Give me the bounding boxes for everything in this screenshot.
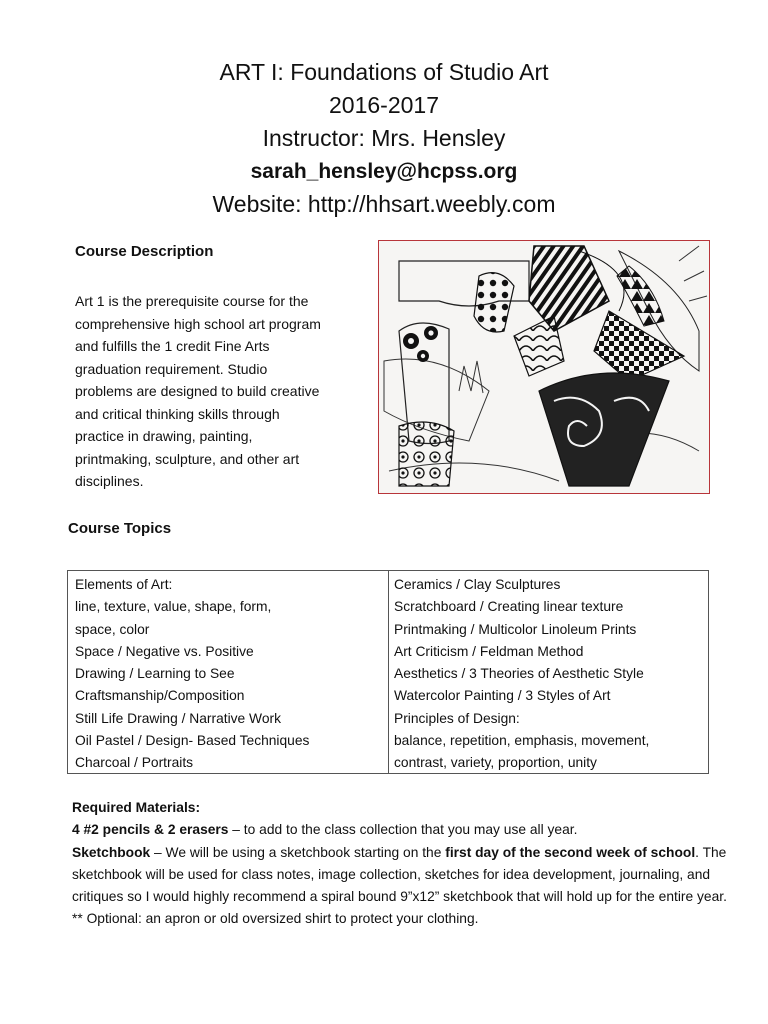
topics-left-column xyxy=(68,571,388,773)
description-line: comprehensive high school art program xyxy=(75,315,321,332)
pencils-label: 4 #2 pencils & 2 erasers xyxy=(72,822,229,838)
topic-item: Art Criticism / Feldman Method xyxy=(394,643,584,659)
description-line: practice in drawing, painting, xyxy=(75,428,253,444)
description-line: printmaking, sculpture, and other art xyxy=(75,450,300,467)
materials-pencils xyxy=(72,819,732,841)
topic-item: Printmaking / Multicolor Linoleum Prints xyxy=(394,621,637,637)
description-line: graduation requirement. Studio xyxy=(75,360,268,377)
required-materials xyxy=(72,797,732,931)
pencils-text: – to add to the class collection that you may use all year. xyxy=(228,822,578,838)
description-line: problems are designed to build creative xyxy=(75,383,320,399)
artwork-drawing xyxy=(379,241,709,493)
topic-item: Elements of Art: xyxy=(75,577,173,592)
sketchbook-details: . The sketchbook will be used for class notes, image collection, sketches for idea development, journaling, and critiques so I would highly recommend a spiral bound 9”x12” sketchbook that will hold up for the entire year. xyxy=(72,844,727,905)
topic-item: Charcoal / Portraits xyxy=(75,755,194,771)
website[interactable]: Website: http://hhsart.weebly.com xyxy=(212,191,556,217)
topics-right-column xyxy=(388,571,708,773)
topic-item: Drawing / Learning to See xyxy=(75,666,235,682)
school-year: 2016-2017 xyxy=(329,92,439,118)
instructor-email[interactable]: sarah_hensley@hcpss.org xyxy=(250,160,518,183)
course-topics-heading: Course Topics xyxy=(68,520,172,537)
description-line: and critical thinking skills through xyxy=(75,405,280,422)
topic-item: Scratchboard / Creating linear texture xyxy=(394,599,624,615)
instructor: Instructor: Mrs. Hensley xyxy=(262,125,506,151)
zentangle-artwork-image xyxy=(378,240,710,494)
sketchbook-label: Sketchbook xyxy=(72,844,151,860)
description-line: disciplines. xyxy=(75,473,144,489)
course-description-heading: Course Description xyxy=(75,243,214,260)
description-line: and fulfills the 1 credit Fine Arts xyxy=(75,338,270,354)
sketchbook-start-date: first day of the second week of school xyxy=(445,844,696,860)
sketchbook-text: – We will be using a sketchbook starting on the xyxy=(150,844,446,860)
course-topics-table xyxy=(67,570,709,774)
topic-item: Ceramics / Clay Sculptures xyxy=(394,577,561,592)
topic-item: Space / Negative vs. Positive xyxy=(75,643,254,659)
topic-item: Craftsmanship/Composition xyxy=(75,688,245,704)
materials-sketchbook xyxy=(72,842,732,909)
topic-item: Principles of Design: xyxy=(394,710,520,726)
topic-item: Aesthetics / 3 Theories of Aesthetic Style xyxy=(394,666,644,682)
course-description-text xyxy=(75,290,375,493)
topic-item: balance, repetition, emphasis, movement, xyxy=(394,733,650,749)
materials-optional: ** Optional: an apron or old oversized shirt to protect your clothing. xyxy=(72,911,479,927)
course-title: ART I: Foundations of Studio Art xyxy=(219,59,549,85)
topic-item: space, color xyxy=(75,621,150,637)
topic-item: Still Life Drawing / Narrative Work xyxy=(75,710,281,726)
topic-item: Oil Pastel / Design- Based Techniques xyxy=(75,733,310,749)
topic-item: contrast, variety, proportion, unity xyxy=(394,755,597,771)
topic-item: line, texture, value, shape, form, xyxy=(75,599,272,615)
topic-item: Watercolor Painting / 3 Styles of Art xyxy=(394,688,611,704)
document-header xyxy=(0,56,768,221)
description-line: Art 1 is the prerequisite course for the xyxy=(75,293,309,309)
materials-heading: Required Materials: xyxy=(72,800,201,815)
